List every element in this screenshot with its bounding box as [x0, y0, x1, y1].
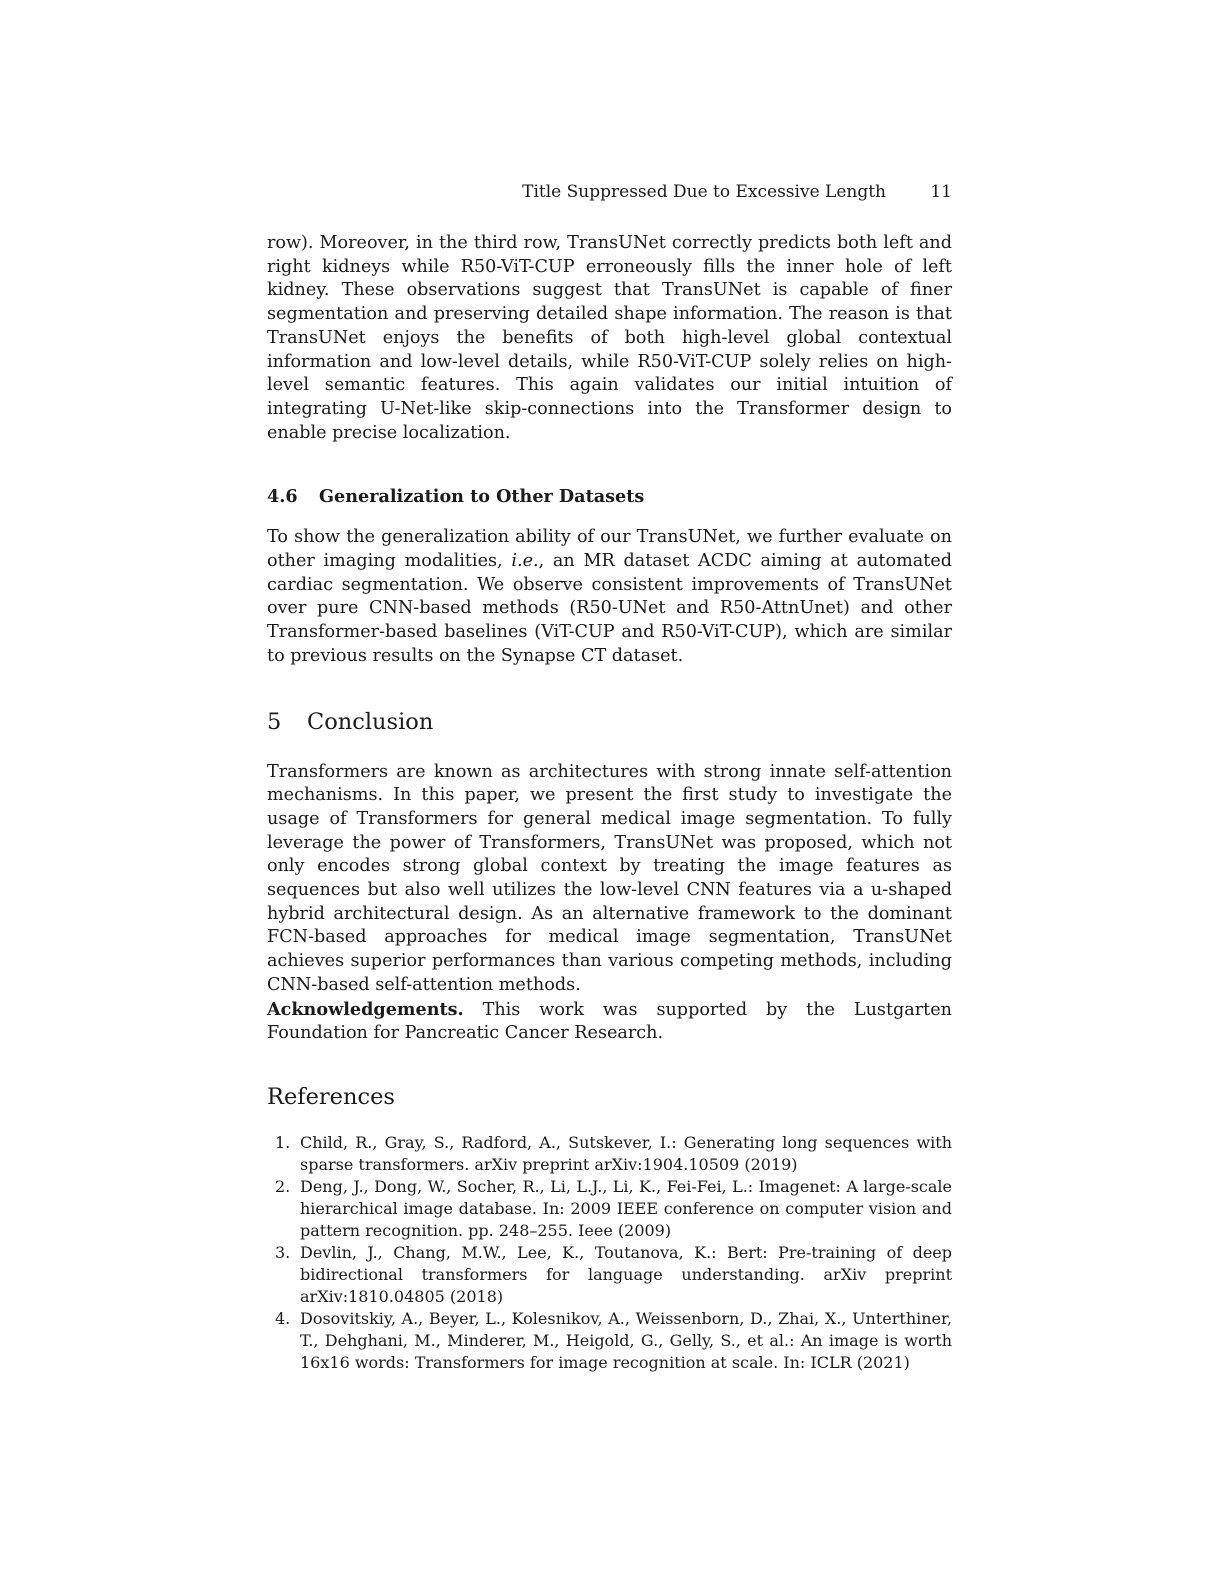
paragraph-text: , an MR dataset ACDC aiming at automated cardiac segmentation. We observe consistent improvements of TransUNet over pure CNN-based methods (R50-UNet and R50-AttnUnet) and other Transformer-based baselines (ViT-CUP and R50-ViT-CUP), which are similar to previous results on the Synapse CT dataset. [267, 551, 952, 666]
paragraph-text: To show the generalization ability of our TransUNet, we further evaluate on other imaging modalities, [267, 527, 952, 572]
references-list [267, 1132, 952, 1374]
references-heading: References [267, 1083, 395, 1110]
acknowledgements-text: This work was supported by the Lustgarten Foundation for Pancreatic Cancer Research. [267, 999, 952, 1044]
reference-item [267, 1242, 952, 1308]
reference-number: 1. [275, 1132, 291, 1152]
running-header [267, 178, 952, 206]
reference-item [267, 1308, 952, 1374]
section-number: 4.6 [267, 486, 298, 508]
reference-text: Child, R., Gray, S., Radford, A., Sutskever, I.: Generating long sequences with sparse transformers. arXiv preprint arXiv:1904.10509 (2019) [300, 1132, 952, 1174]
section-4-6-paragraph [267, 526, 952, 668]
section-title: Generalization to Other Datasets [319, 486, 645, 508]
section-title: Conclusion [307, 708, 434, 735]
conclusion-paragraph: Transformers are known as architectures with strong innate self-attention mechanisms. In this paper, we present the first study to investigate the usage of Transformers for general medical image segmentation. To fully leverage the power of Transformers, TransUNet was proposed, which not only encodes strong global context by treating the image features as sequences but also well utilizes the low-level CNN features via a u-shaped hybrid architectural design. As an alternative framework to the dominant FCN-based approaches for medical image segmentation, TransUNet achieves superior performances than various competing methods, including CNN-based self-attention methods. [267, 761, 952, 995]
reference-item [267, 1132, 952, 1176]
running-title: Title Suppressed Due to Excessive Length [522, 182, 886, 202]
reference-text: Dosovitskiy, A., Beyer, L., Kolesnikov, A., Weissenborn, D., Zhai, X., Unterthiner, T., Dehghani, M., Minderer, M., Heigold, G., Gelly, S., et al.: An image is worth 16x16 words: Transformers for image recognition at scale. In: ICLR (2021) [300, 1308, 952, 1372]
page-number: 11 [930, 182, 952, 202]
acknowledgements-paragraph [267, 998, 952, 1046]
reference-number: 3. [275, 1242, 291, 1262]
paper-page [267, 178, 952, 1374]
reference-number: 2. [275, 1176, 291, 1196]
reference-text: Devlin, J., Chang, M.W., Lee, K., Toutanova, K.: Bert: Pre-training of deep bidirectional transformers for language understanding. arXiv preprint arXiv:1810.04805 (2018) [300, 1242, 952, 1306]
reference-item [267, 1176, 952, 1242]
section-5-heading [267, 707, 952, 737]
reference-number: 4. [275, 1308, 291, 1328]
section-4-6-heading [267, 485, 952, 509]
ie-abbreviation: i.e. [511, 551, 539, 572]
reference-text: Deng, J., Dong, W., Socher, R., Li, L.J., Li, K., Fei-Fei, L.: Imagenet: A large-scale hierarchical image database. In: 2009 IEEE conference on computer vision and pattern recognition. pp. 248–255. Ieee (2009) [300, 1176, 952, 1240]
intro-paragraph: row). Moreover, in the third row, TransUNet correctly predicts both left and right kidneys while R50-ViT-CUP erroneously fills the inner hole of left kidney. These observations suggest that TransUNet is capable of finer segmentation and preserving detailed shape information. The reason is that TransUNet enjoys the benefits of both high-level global contextual information and low-level details, while R50-ViT-CUP solely relies on high-level semantic features. This again validates our initial intuition of integrating U-Net-like skip-connections into the Transformer design to enable precise localization. [267, 233, 952, 443]
acknowledgements-label: Acknowledgements. [267, 998, 464, 1020]
section-number: 5 [267, 708, 282, 735]
